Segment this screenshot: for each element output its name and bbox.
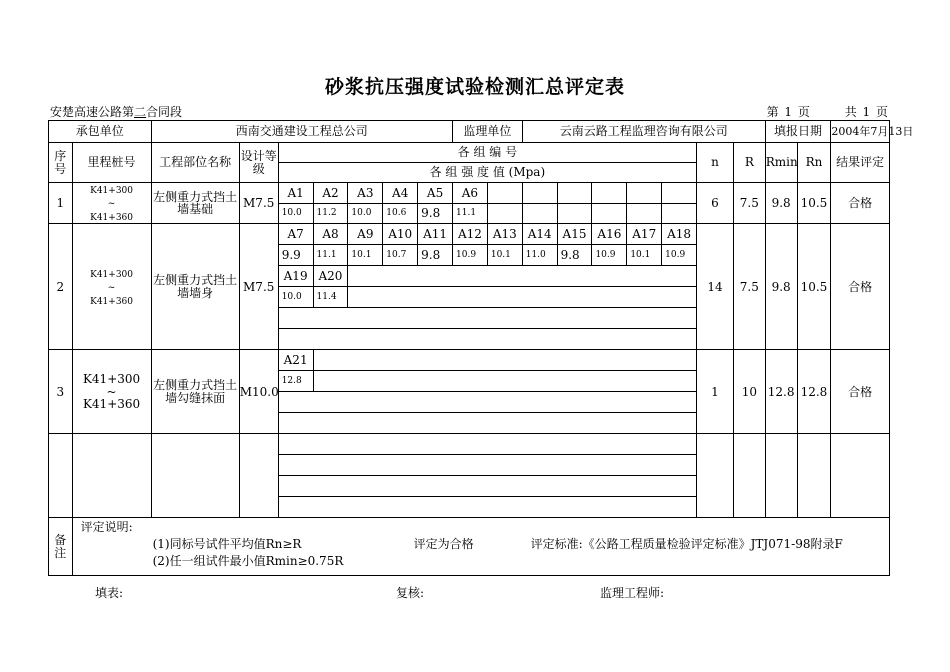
sample-value: 11.2 — [313, 203, 348, 224]
sample-id: A15 — [557, 224, 592, 245]
footer-engineer: 监理工程师: — [600, 586, 665, 600]
sample-id: A7 — [278, 224, 313, 245]
sample-id: A12 — [453, 224, 488, 245]
row2-n: 14 — [697, 224, 734, 350]
sample-value: 10.0 — [278, 203, 313, 224]
footer-review: 复核: — [396, 586, 425, 600]
remarks-verdict: 评定为合格 — [413, 537, 474, 552]
remarks-heading: 评定说明: — [80, 520, 133, 535]
row2-R: 7.5 — [733, 224, 765, 350]
header-rmin: Rmin — [765, 143, 797, 183]
sample-value: 10.1 — [627, 245, 662, 266]
sample-value: 10.0 — [348, 203, 383, 224]
row2-grade: M7.5 — [239, 224, 278, 350]
page-title: 砂浆抗压强度试验检测汇总评定表 — [324, 76, 625, 98]
section-suffix: 合同段 — [146, 105, 183, 119]
row3-result: 合格 — [831, 350, 890, 434]
remarks-label: 备注 — [49, 518, 73, 576]
row1-rn: 10.5 — [797, 183, 831, 224]
table-row — [49, 224, 890, 245]
page-number: 第 1 页 — [766, 105, 810, 119]
sample-id: A6 — [453, 183, 488, 204]
sample-value: 10.6 — [383, 203, 418, 224]
contract-section — [50, 103, 182, 120]
row1-rmin: 9.8 — [765, 183, 797, 224]
sample-value: 9.8 — [557, 245, 592, 266]
sample-id: A3 — [348, 183, 383, 204]
header-seq: 序号 — [49, 143, 73, 183]
sample-id: A10 — [383, 224, 418, 245]
row3-R: 10 — [733, 350, 765, 434]
date-value: 2004年7月13日 — [831, 121, 890, 143]
header-n: n — [697, 143, 734, 183]
row3-rmin: 12.8 — [765, 350, 797, 434]
row1-R: 7.5 — [733, 183, 765, 224]
header-rn: Rn — [797, 143, 831, 183]
sample-id: A11 — [418, 224, 453, 245]
row2-rmin: 9.8 — [765, 224, 797, 350]
sample-value: 11.1 — [313, 245, 348, 266]
contractor-value: 西南交通建设工程总公司 — [151, 121, 452, 143]
row1-seq: 1 — [49, 183, 73, 224]
table-row — [49, 183, 890, 204]
sample-id: A21 — [278, 350, 313, 371]
section-prefix: 安楚高速公路第 — [50, 105, 135, 119]
sample-id: A8 — [313, 224, 348, 245]
row1-part: 左侧重力式挡土墙基础 — [151, 183, 239, 224]
row3-rn: 12.8 — [797, 350, 831, 434]
sample-id: A2 — [313, 183, 348, 204]
sample-id: A18 — [662, 224, 697, 245]
sample-id: A9 — [348, 224, 383, 245]
row2-part: 左侧重力式挡土墙墙身 — [151, 224, 239, 350]
footer-fill: 填表: — [95, 586, 124, 600]
sample-id: A16 — [592, 224, 627, 245]
row1-station: K41+300 ~ K41+360 — [72, 183, 151, 224]
supervisor-value: 云南云路工程监理咨询有限公司 — [522, 121, 765, 143]
date-label: 填报日期 — [765, 121, 831, 143]
row3-seq: 3 — [49, 350, 73, 434]
table-row — [49, 350, 890, 371]
header-R: R — [733, 143, 765, 183]
summary-table — [48, 120, 914, 576]
header-station: 里程桩号 — [72, 143, 151, 183]
sample-id: A13 — [487, 224, 522, 245]
sample-value: 10.9 — [453, 245, 488, 266]
sample-id: A5 — [418, 183, 453, 204]
remarks-rule-2: (2)任一组试件最小值Rmin≥0.75R — [152, 554, 344, 569]
row2-seq: 2 — [49, 224, 73, 350]
sample-value: 11.0 — [522, 245, 557, 266]
contractor-label: 承包单位 — [49, 121, 152, 143]
row3-n: 1 — [697, 350, 734, 434]
header-grade: 设计等级 — [239, 143, 278, 183]
row3-grade: M10.0 — [239, 350, 278, 434]
supervisor-label: 监理单位 — [453, 121, 523, 143]
sample-value: 12.8 — [278, 371, 313, 392]
sample-id: A20 — [313, 266, 348, 287]
header-result: 结果评定 — [831, 143, 890, 183]
sample-value: 10.9 — [662, 245, 697, 266]
sample-id: A1 — [278, 183, 313, 204]
row1-result: 合格 — [831, 183, 890, 224]
row3-station: K41+300 ~ K41+360 — [72, 350, 151, 434]
sample-id: A17 — [627, 224, 662, 245]
sample-id: A4 — [383, 183, 418, 204]
sample-value: 11.4 — [313, 287, 348, 308]
sample-value: 10.9 — [592, 245, 627, 266]
info-row — [49, 121, 890, 143]
row2-result: 合格 — [831, 224, 890, 350]
sample-value: 9.8 — [418, 245, 453, 266]
sample-value: 10.0 — [278, 287, 313, 308]
sample-value: 10.7 — [383, 245, 418, 266]
sample-value: 9.8 — [418, 203, 453, 224]
sample-value: 9.9 — [278, 245, 313, 266]
remarks-row — [49, 518, 890, 576]
remarks-standard: 评定标准:《公路工程质量检验评定标准》JTJ071-98附录F — [530, 537, 843, 552]
section-number: 二 — [134, 105, 147, 119]
row1-grade: M7.5 — [239, 183, 278, 224]
sample-value: 10.1 — [348, 245, 383, 266]
sample-id: A19 — [278, 266, 313, 287]
sample-id: A14 — [522, 224, 557, 245]
header-group-no: 各 组 编 号 — [278, 143, 696, 163]
sample-value: 11.1 — [453, 203, 488, 224]
row2-station: K41+300 ~ K41+360 — [72, 224, 151, 350]
remarks-rule-1: (1)同标号试件平均值Rn≥R — [152, 537, 302, 552]
header-part: 工程部位名称 — [151, 143, 239, 183]
table-row — [49, 434, 890, 455]
sample-value: 10.1 — [487, 245, 522, 266]
row3-part: 左侧重力式挡土墙勾缝抹面 — [151, 350, 239, 434]
header-group-strength: 各 组 强 度 值 (Mpa) — [278, 163, 696, 183]
remarks-content — [72, 518, 889, 576]
header-row-1 — [49, 143, 890, 163]
page-info — [767, 103, 888, 120]
row1-n: 6 — [697, 183, 734, 224]
page-total: 共 1 页 — [844, 105, 888, 119]
row2-rn: 10.5 — [797, 224, 831, 350]
